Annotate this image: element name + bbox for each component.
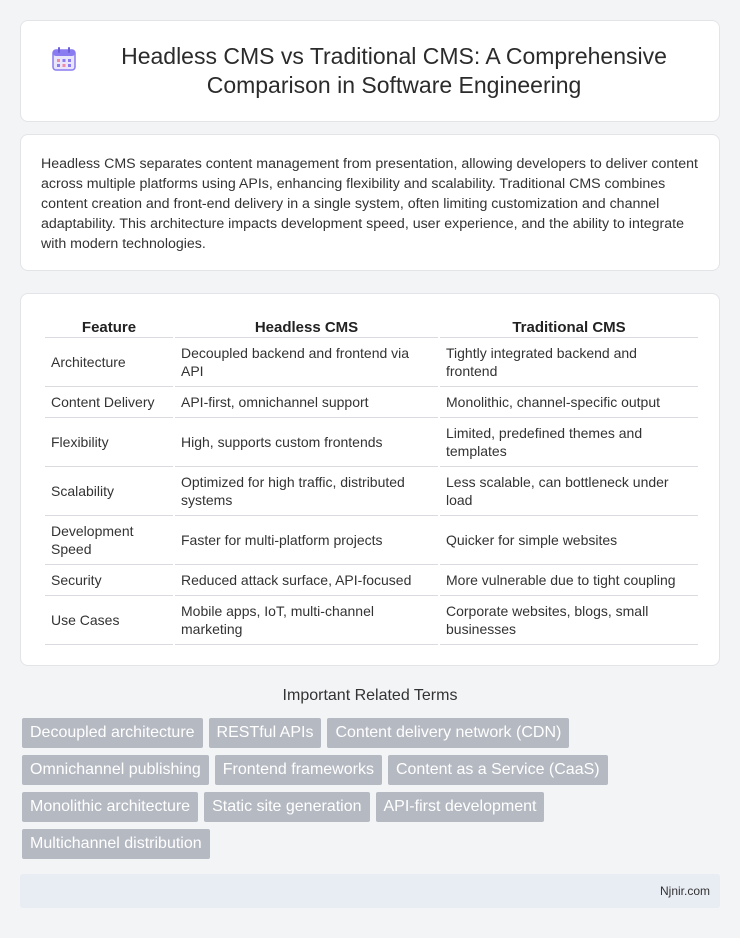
intro-text: Headless CMS separates content management from presentation, allowing developers to deliver content across multiple platforms using APIs, enhancing flexibility and scalability. Traditional CMS combines content creation and front-end delivery in a single system, often limiting customization and channel adaptability. This architecture impacts development speed, user experience, and the ability to integrate with modern technologies. <box>41 156 698 252</box>
traditional-cell: Less scalable, can bottleneck under load <box>440 467 698 516</box>
table-row <box>45 467 698 516</box>
headless-cell: Mobile apps, IoT, multi-channel marketing <box>175 596 438 645</box>
header-headless: Headless CMS <box>175 314 438 338</box>
tag-row <box>22 755 722 785</box>
tag-decoupled-architecture[interactable]: Decoupled architecture <box>22 718 203 748</box>
table-row <box>45 338 698 387</box>
headless-cell: API-first, omnichannel support <box>175 387 438 418</box>
page-title: Headless CMS vs Traditional CMS: A Comprehensive Comparison in Software Engineering <box>121 43 667 98</box>
traditional-cell: Tightly integrated backend and frontend <box>440 338 698 387</box>
related-terms-tags <box>22 718 722 866</box>
tag-api-first-development[interactable]: API-first development <box>376 792 545 822</box>
headless-cell: Optimized for high traffic, distributed systems <box>175 467 438 516</box>
tag-omnichannel-publishing[interactable]: Omnichannel publishing <box>22 755 209 785</box>
tag-caas[interactable]: Content as a Service (CaaS) <box>388 755 608 785</box>
traditional-cell: Quicker for simple websites <box>440 516 698 565</box>
table-row <box>45 418 698 467</box>
traditional-cell: Monolithic, channel-specific output <box>440 387 698 418</box>
tag-row <box>22 829 722 859</box>
tag-multichannel-distribution[interactable]: Multichannel distribution <box>22 829 210 859</box>
header-traditional: Traditional CMS <box>440 314 698 338</box>
tag-frontend-frameworks[interactable]: Frontend frameworks <box>215 755 382 785</box>
tag-cdn[interactable]: Content delivery network (CDN) <box>327 718 569 748</box>
table-row <box>45 516 698 565</box>
tag-restful-apis[interactable]: RESTful APIs <box>209 718 322 748</box>
tag-row <box>22 792 722 822</box>
headless-cell: Reduced attack surface, API-focused <box>175 565 438 596</box>
headless-cell: Faster for multi-platform projects <box>175 516 438 565</box>
footer <box>20 874 720 908</box>
calendar-icon <box>51 46 77 72</box>
headless-cell: Decoupled backend and frontend via API <box>175 338 438 387</box>
feature-cell: Flexibility <box>45 418 173 467</box>
comparison-table <box>43 314 700 645</box>
feature-cell: Scalability <box>45 467 173 516</box>
table-row <box>45 596 698 645</box>
tag-static-site-generation[interactable]: Static site generation <box>204 792 369 822</box>
tag-row <box>22 718 722 748</box>
tag-monolithic-architecture[interactable]: Monolithic architecture <box>22 792 198 822</box>
traditional-cell: More vulnerable due to tight coupling <box>440 565 698 596</box>
feature-cell: Content Delivery <box>45 387 173 418</box>
traditional-cell: Limited, predefined themes and templates <box>440 418 698 467</box>
feature-cell: Development Speed <box>45 516 173 565</box>
table-row <box>45 387 698 418</box>
table-row <box>45 565 698 596</box>
related-terms-title: Important Related Terms <box>282 687 458 704</box>
table-header-row <box>45 314 698 338</box>
footer-site[interactable]: Njnir.com <box>659 884 710 898</box>
title-wrap <box>21 42 719 100</box>
feature-cell: Use Cases <box>45 596 173 645</box>
comparison-table-card <box>20 293 720 666</box>
intro-card <box>20 134 720 271</box>
header-feature: Feature <box>45 314 173 338</box>
traditional-cell: Corporate websites, blogs, small businesses <box>440 596 698 645</box>
feature-cell: Architecture <box>45 338 173 387</box>
title-card <box>20 20 720 122</box>
headless-cell: High, supports custom frontends <box>175 418 438 467</box>
feature-cell: Security <box>45 565 173 596</box>
